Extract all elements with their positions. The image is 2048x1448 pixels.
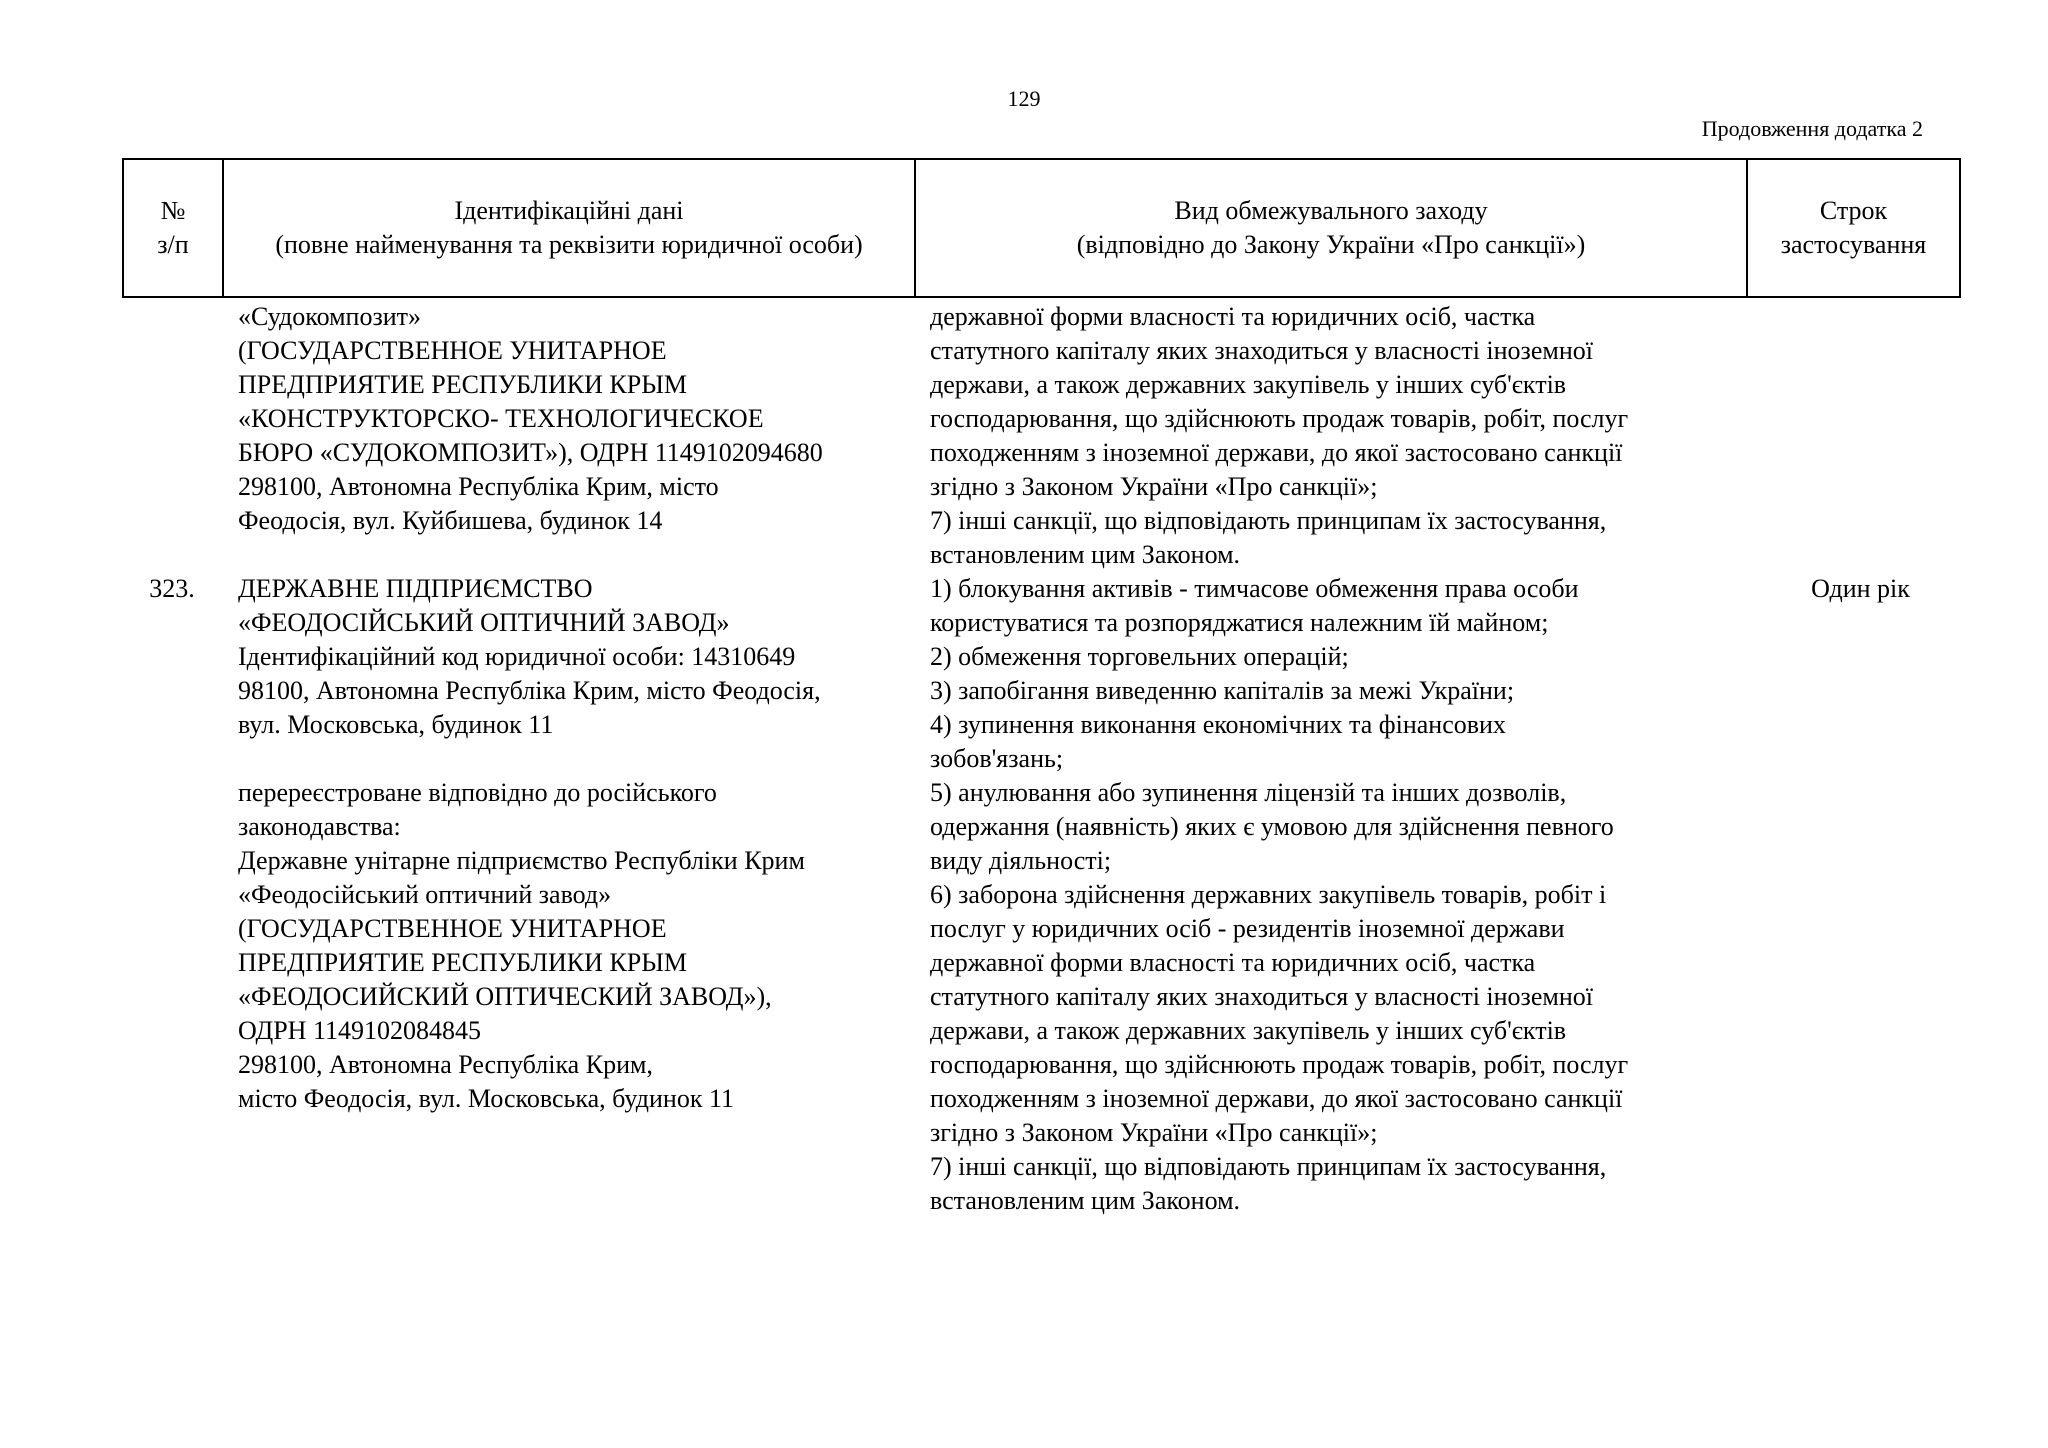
header-row xyxy=(123,159,1960,297)
row-number: 323. xyxy=(149,574,195,603)
row-identification: ДЕРЖАВНЕ ПІДПРИЄМСТВО «ФЕОДОСІЙСЬКИЙ ОПТИЧНИЙ ЗАВОД» Ідентифікаційний код юридичної особи: 14310649 98100, Автономна Республіка Крим, місто Феодосія, вул. Московська, будинок 11 перереєстроване відповідно до російського законодавства: Державне унітарне підприємство Республіки Крим «Феодосійський оптичний завод» (ГОСУДАРСТВЕННОЕ УНИТАРНОЕ ПРЕДПРИЯТИЕ РЕСПУБЛИКИ КРЫМ «ФЕОДОСИЙСКИЙ ОПТИЧЕСКИЙ ЗАВОД»), ОДРН 1149102084845 298100, Автономна Республіка Крим, місто Феодосія, вул. Московська, будинок 11 xyxy=(238,574,821,1113)
page-number: 129 xyxy=(1007,86,1041,111)
row-identification: «Судокомпозит» (ГОСУДАРСТВЕННОЕ УНИТАРНОЕ ПРЕДПРИЯТИЕ РЕСПУБЛИКИ КРЫМ «КОНСТРУКТОРСКО- ТЕХНОЛОГИЧЕСКОЕ БЮРО «СУДОКОМПОЗИТ»), ОДРН 1149102094680 298100, Автономна Республіка Крим, місто Феодосія, вул. Куйбишева, будинок 14 xyxy=(238,302,823,535)
sanctions-table-body xyxy=(122,300,1959,1215)
header-number: № з/п xyxy=(123,159,223,297)
appendix-continuation-note: Продовження додатка 2 xyxy=(1701,116,1923,141)
header-identification: Ідентифікаційні дані (повне найменування та реквізити юридичної особи) xyxy=(223,159,915,297)
table-row xyxy=(122,572,1959,1215)
header-restrictive-measure: Вид обмежувального заходу (відповідно до Закону України «Про санкції») xyxy=(915,159,1747,297)
row-restrictive-measure: державної форми власності та юридичних осіб, частка статутного капіталу яких знаходиться у власності іноземної держави, а також державних закупівель у інших суб'єктів господарювання, що здійснюють продаж товарів, робіт, послуг походженням з іноземної держави, до якої застосовано санкції згідно з Законом України «Про санкції»; 7) інші санкції, що відповідають принципам їх застосування, встановленим цим Законом. xyxy=(930,302,1629,569)
row-restrictive-measure: 1) блокування активів - тимчасове обмеження права особи користуватися та розпоряджатися належним їй майном; 2) обмеження торговельних операцій; 3) запобігання виведенню капіталів за межі України; 4) зупинення виконання економічних та фінансових зобов'язань; 5) анулювання або зупинення ліцензій та інших дозволів, одержання (наявність) яких є умовою для здійснення певного виду діяльності; 6) заборона здійснення державних закупівель товарів, робіт і послуг у юридичних осіб - резидентів іноземної держави державної форми власності та юридичних осіб, частка статутного капіталу яких знаходиться у власності іноземної держави, а також державних закупівель у інших суб'єктів господарювання, що здійснюють продаж товарів, робіт, послуг походженням з іноземної держави, до якої застосовано санкції згідно з Законом України «Про санкції»; 7) інші санкції, що відповідають принципам їх застосування, встановленим цим Законом. xyxy=(930,574,1629,1215)
row-term: Один рік xyxy=(1811,574,1910,603)
sanctions-table-header xyxy=(122,158,1961,298)
table-row xyxy=(122,300,1959,572)
header-term: Строк застосування xyxy=(1747,159,1960,297)
